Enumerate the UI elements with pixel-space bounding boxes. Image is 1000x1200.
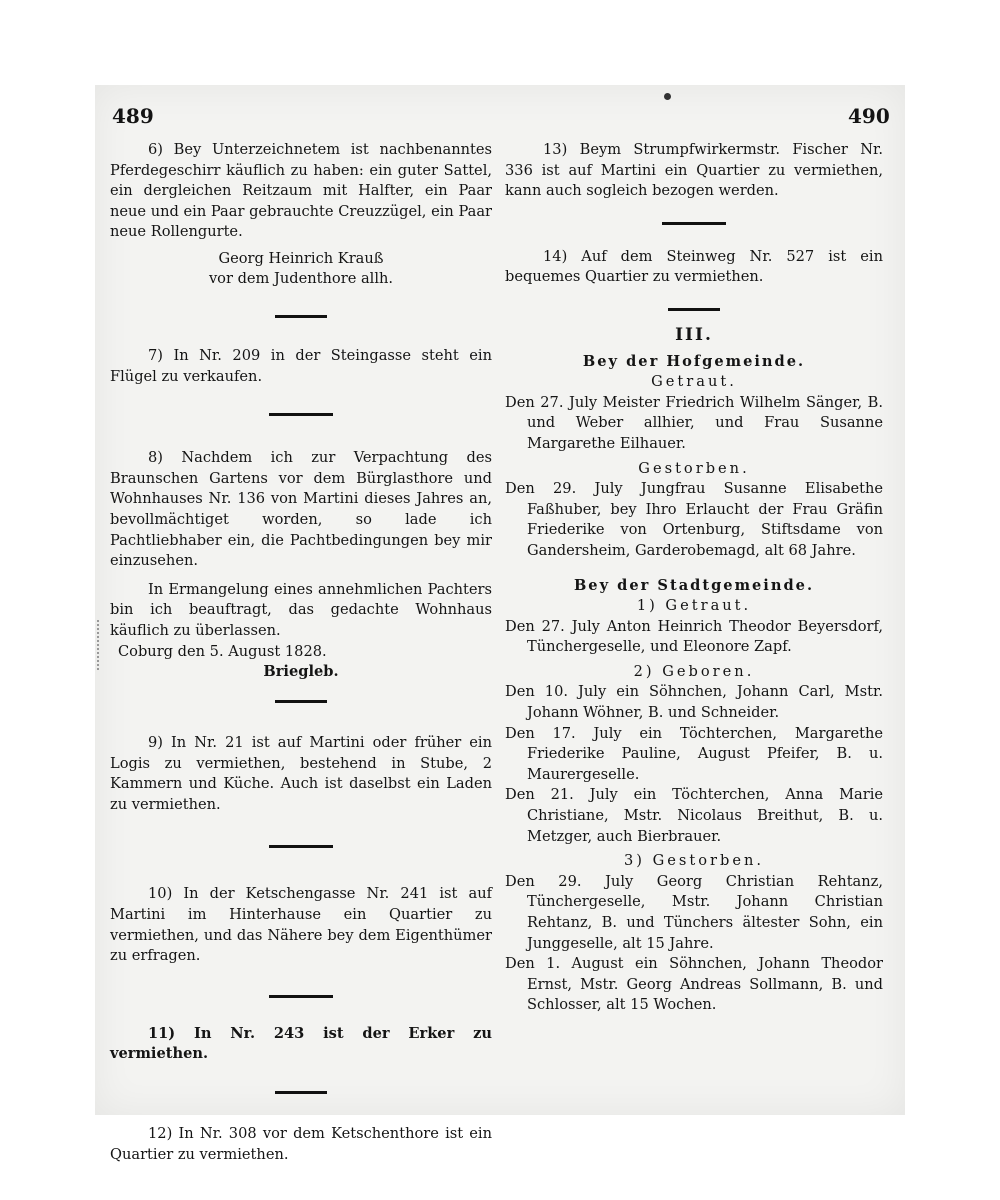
ink-spot (664, 93, 671, 100)
signature-krauss-name: Georg Heinrich Krauß (218, 249, 384, 267)
entry-geboren-2: Den 17. July ein Töchterchen, Margarethe Friederike Pauline, August Pfeifer, B. u. Maurergeselle. (505, 724, 883, 783)
heading-stadt-geboren: 2) Geboren. (633, 662, 755, 680)
heading-gestorben: Gestorben. (638, 459, 750, 477)
notice-8: 8) Nachdem ich zur Verpachtung des Braunschen Gartens vor dem Bürglasthore und Wohnhauses Nr. 136 von Martini dieses Jahres an, bevollmächtiget worden, so lade ich Pachtliebhaber ein, die Pachtbedingungen bey mir einzusehen. (110, 449, 492, 570)
heading-stadt-getraut: 1) Getraut. (636, 597, 752, 615)
page-number-left: 489 (112, 104, 154, 128)
notice-6: 6) Bey Unterzeichnetem ist nachbenanntes Pferdegeschirr käuflich zu haben: ein guter Sattel, ein dergleichen Reitzaum mit Halfter, ein Paar neue und ein Paar gebrauchte Creuzzügel, ein Paar neue Rollengurte. (110, 141, 492, 241)
notice-8-dateline: Coburg den 5. August 1828. (118, 642, 327, 660)
notice-12: 12) In Nr. 308 vor dem Ketschenthore ist ein Quartier zu vermiethen. (110, 1125, 492, 1163)
notice-9: 9) In Nr. 21 ist auf Martini oder früher ein Logis zu vermiethen, bestehend in Stube, 2 Kammern und Küche. Auch ist daselbst ein Laden zu vermiethen. (110, 734, 492, 813)
heading-hofgemeinde: Bey der Hofgemeinde. (582, 352, 806, 370)
signature-krauss-address: vor dem Judenthore allh. (208, 269, 394, 287)
page-gutter-mark (97, 620, 104, 670)
right-column (505, 140, 883, 1016)
entry-gestorben-1: Den 29. July Georg Christian Rehtanz, Tünchergeselle, Mstr. Johann Christian Rehtanz, B. und Tünchers ältester Sohn, ein Junggeselle, alt 15 Jahre. (505, 872, 883, 952)
entry-geboren-3: Den 21. July ein Töchterchen, Anna Marie Christiane, Mstr. Nicolaus Breithut, B. u. Metzger, auch Bierbrauer. (505, 786, 883, 845)
notice-8-continuation: In Ermangelung eines annehmlichen Pachters bin ich beauftragt, das gedachte Wohnhaus käuflich zu überlassen. (110, 580, 492, 639)
left-column (110, 140, 492, 1165)
heading-stadtgemeinde: Bey der Stadtgemeinde. (573, 576, 815, 594)
entry-geboren-1: Den 10. July ein Söhnchen, Johann Carl, Mstr. Johann Wöhner, B. und Schneider. (505, 683, 883, 722)
heading-stadt-gestorben: 3) Gestorben. (623, 852, 765, 870)
notice-11: 11) In Nr. 243 ist der Erker zu vermiethen. (110, 1024, 492, 1063)
notice-10: 10) In der Ketschengasse Nr. 241 ist auf Martini im Hinterhause ein Quartier zu vermiethen, und das Nähere bey dem Eigenthümer zu erfragen. (110, 885, 492, 965)
notice-14: 14) Auf dem Steinweg Nr. 527 ist ein bequemes Quartier zu vermiethen. (505, 247, 883, 286)
section-heading-iii: III. (675, 324, 713, 345)
entry-hof-getraut: Den 27. July Meister Friedrich Wilhelm Sänger, B. und Weber allhier, und Frau Susanne Margarethe Eilhauer. (505, 393, 883, 452)
notice-7: 7) In Nr. 209 in der Steingasse steht ein Flügel zu verkaufen. (110, 346, 492, 385)
entry-hof-gestorben: Den 29. July Jungfrau Susanne Elisabethe Faßhuber, bey Ihro Erlaucht der Frau Gräfin Friederike von Ortenburg, Stiftsdame von Gandersheim, Garderobemagd, alt 68 Jahre. (505, 480, 883, 559)
page-number-right: 490 (848, 104, 890, 128)
notice-13: 13) Beym Strumpfwirkermstr. Fischer Nr. 336 ist auf Martini ein Quartier zu vermiethen, kann auch sogleich bezogen werden. (505, 141, 883, 200)
heading-getraut: Getraut. (651, 373, 737, 391)
entry-gestorben-2: Den 1. August ein Söhnchen, Johann Theodor Ernst, Mstr. Georg Andreas Sollmann, B. und Schlosser, alt 15 Wochen. (505, 955, 883, 1014)
entry-stadt-getraut: Den 27. July Anton Heinrich Theodor Beyersdorf, Tünchergeselle, und Eleonore Zapf. (505, 617, 883, 656)
signature-briegleb: Briegleb. (263, 663, 339, 681)
